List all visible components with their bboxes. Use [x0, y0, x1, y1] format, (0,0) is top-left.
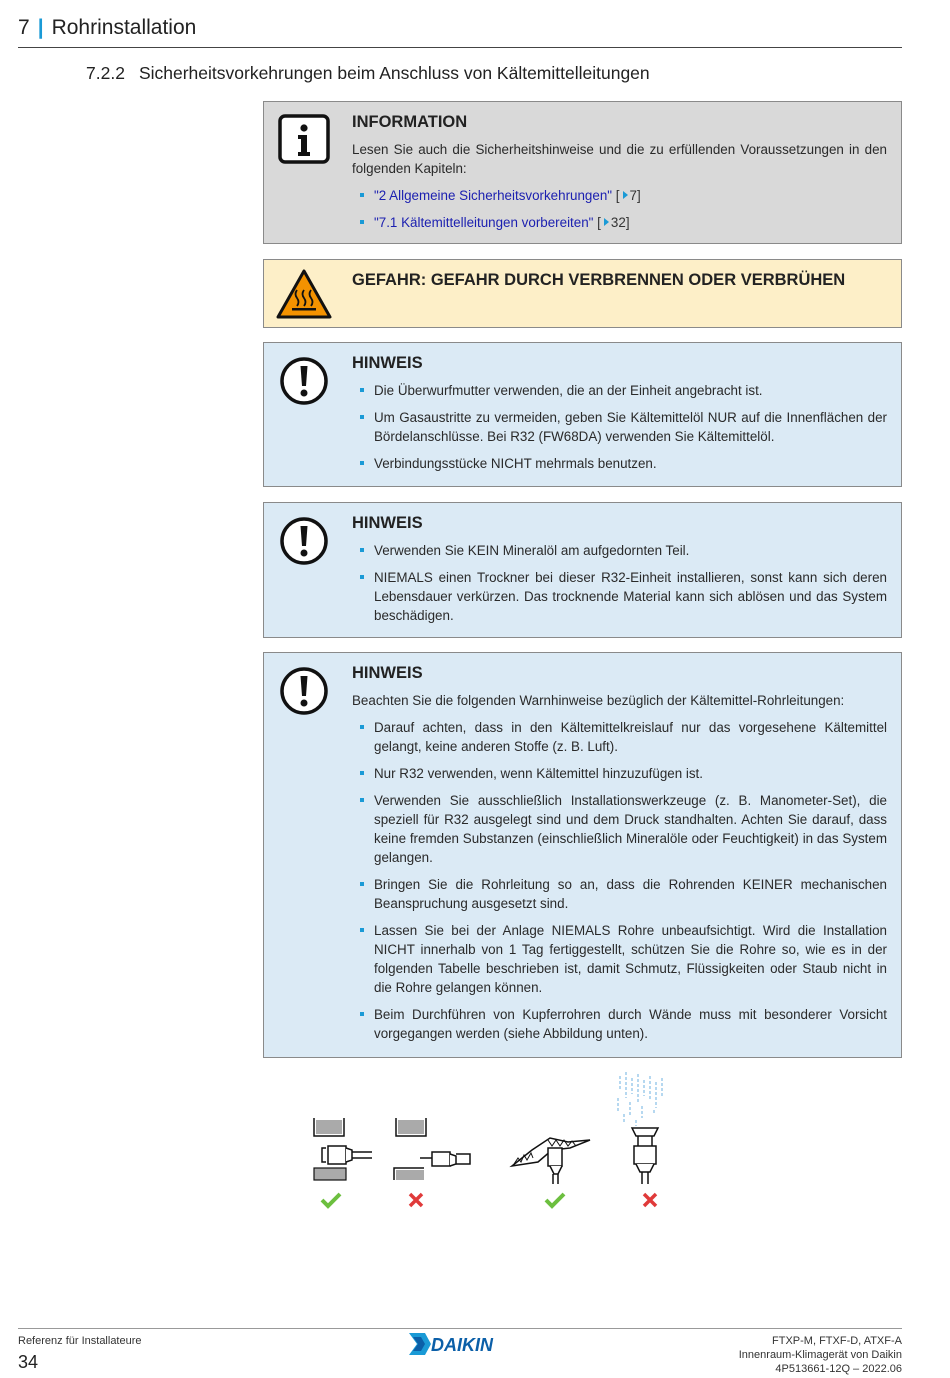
list-item: [352, 186, 887, 205]
footer-divider: [18, 1328, 902, 1329]
notice-title: HINWEIS: [352, 664, 423, 682]
list-item: Beim Durchführen von Kupferrohren durch Wände muss mit besonderer Vorsicht vorgegangen werden (siehe Abbildung unten).: [352, 1005, 887, 1043]
notice-box: [263, 342, 902, 487]
chapter-separator: |: [37, 16, 44, 39]
chapter-link[interactable]: "7.1 Kältemittelleitungen vorbereiten": [374, 215, 594, 230]
section-title: [86, 63, 650, 84]
footer-models: FTXP-M, FTXF-D, ATXF-A: [772, 1335, 902, 1347]
list-item: Um Gasaustritte zu vermeiden, geben Sie Kältemittelöl NUR auf die Innenflächen der Bördelanschlüsse. Bei R32 (FW68DA) verwenden Sie Kältemittelöl.: [352, 408, 887, 446]
check-icon: [546, 1194, 564, 1206]
cross-icon: [410, 1194, 422, 1206]
check-icon: [322, 1194, 340, 1206]
information-link-list: [352, 186, 887, 232]
list-item: Nur R32 verwenden, wenn Kältemittel hinzuzufügen ist.: [352, 764, 887, 783]
list-item: Verbindungsstücke NICHT mehrmals benutzen.: [352, 454, 887, 473]
pipe-through-wall-uncapped-icon: [394, 1118, 470, 1180]
pipe-open-rain-icon: [618, 1072, 662, 1184]
notice-list: [352, 381, 887, 473]
chapter-number: 7: [18, 16, 30, 39]
page-reference-number: 32: [610, 215, 626, 230]
list-item: Darauf achten, dass in den Kältemittelkreislauf nur das vorgesehene Kältemittel gelangt, keine anderen Stoffe (z. B. Luft).: [352, 718, 887, 756]
danger-title: GEFAHR: GEFAHR DURCH VERBRENNEN ODER VERBRÜHEN: [352, 271, 846, 289]
exclamation-icon: [278, 665, 330, 717]
section-number: 7.2.2: [86, 63, 125, 83]
page-reference-number: 7: [629, 188, 637, 203]
notice-title: HINWEIS: [352, 354, 423, 372]
page-reference: [ 32]: [597, 215, 630, 230]
logo-text: DAIKIN: [431, 1335, 493, 1355]
danger-box: [263, 259, 902, 328]
pipe-through-wall-capped-icon: [314, 1118, 372, 1180]
hot-surface-warning-icon: [276, 268, 332, 320]
chapter-title: Rohrinstallation: [51, 16, 197, 39]
footer-product-name: Innenraum-Klimagerät von Daikin: [738, 1349, 902, 1361]
section-title-text: Sicherheitsvorkehrungen beim Anschluss von Kältemittelleitungen: [138, 63, 650, 83]
notice-list: [352, 541, 887, 625]
notice-box: [263, 652, 902, 1058]
footer-product-info: [739, 1334, 902, 1376]
information-text: Lesen Sie auch die Sicherheitshinweise und die zu erfüllenden Voraussetzungen in den folgenden Kapiteln:: [352, 142, 887, 176]
list-item: Verwenden Sie KEIN Mineralöl am aufgedornten Teil.: [352, 541, 887, 560]
exclamation-icon: [278, 355, 330, 407]
chapter-link[interactable]: "2 Allgemeine Sicherheitsvorkehrungen": [374, 188, 613, 203]
list-item: Verwenden Sie ausschließlich Installationswerkzeuge (z. B. Manometer-Set), die speziell für R32 ausgelegt sind und dem Druck standhalten. Achten Sie darauf, dass keine fremden Substanzen (einschließlich Mineralöle oder Feuchtigkeit) in das System gelangen.: [352, 791, 887, 867]
page-reference: [ 7]: [615, 188, 641, 203]
page-number: 34: [18, 1352, 39, 1372]
page-arrow-icon: [623, 191, 628, 199]
notice-box: [263, 502, 902, 638]
chapter-header: [18, 16, 902, 48]
footer-document-number: 4P513661-12Q – 2022.06: [775, 1363, 902, 1375]
list-item: Bringen Sie die Rohrleitung so an, dass die Rohrenden KEINER mechanischen Beanspruchung ausgesetzt sind.: [352, 875, 887, 913]
exclamation-icon: [278, 515, 330, 567]
notice-list: [352, 718, 887, 1043]
list-item: [352, 213, 887, 232]
pipe-capped-dust-icon: [512, 1138, 590, 1184]
notice-intro: Beachten Sie die folgenden Warnhinweise bezüglich der Kältemittel-Rohrleitungen:: [352, 693, 845, 708]
list-item: Die Überwurfmutter verwenden, die an der Einheit angebracht ist.: [352, 381, 887, 400]
information-box: [263, 101, 902, 244]
notice-title: HINWEIS: [352, 514, 423, 532]
cross-icon: [644, 1194, 656, 1206]
daikin-logo: [409, 1333, 511, 1355]
information-title: INFORMATION: [352, 113, 468, 131]
list-item: NIEMALS einen Trockner bei dieser R32-Einheit installieren, sonst kann sich deren Lebensdauer verkürzen. Das trocknende Material kann sich ablösen und das System beschädigen.: [352, 568, 887, 625]
footer-document-type: Referenz für Installateure: [18, 1335, 142, 1347]
information-icon: [278, 114, 330, 166]
page-arrow-icon: [604, 218, 609, 226]
pipe-handling-figure: [300, 1068, 680, 1218]
list-item: Lassen Sie bei der Anlage NIEMALS Rohre unbeaufsichtigt. Wird die Installation NICHT innerhalb von 1 Tag fertiggestellt, schützen Sie die Rohre so, wie es in der folgenden Tabelle beschrieben ist, damit Schmutz, Flüssigkeiten oder Staub nicht in die Rohre gelangen können.: [352, 921, 887, 997]
